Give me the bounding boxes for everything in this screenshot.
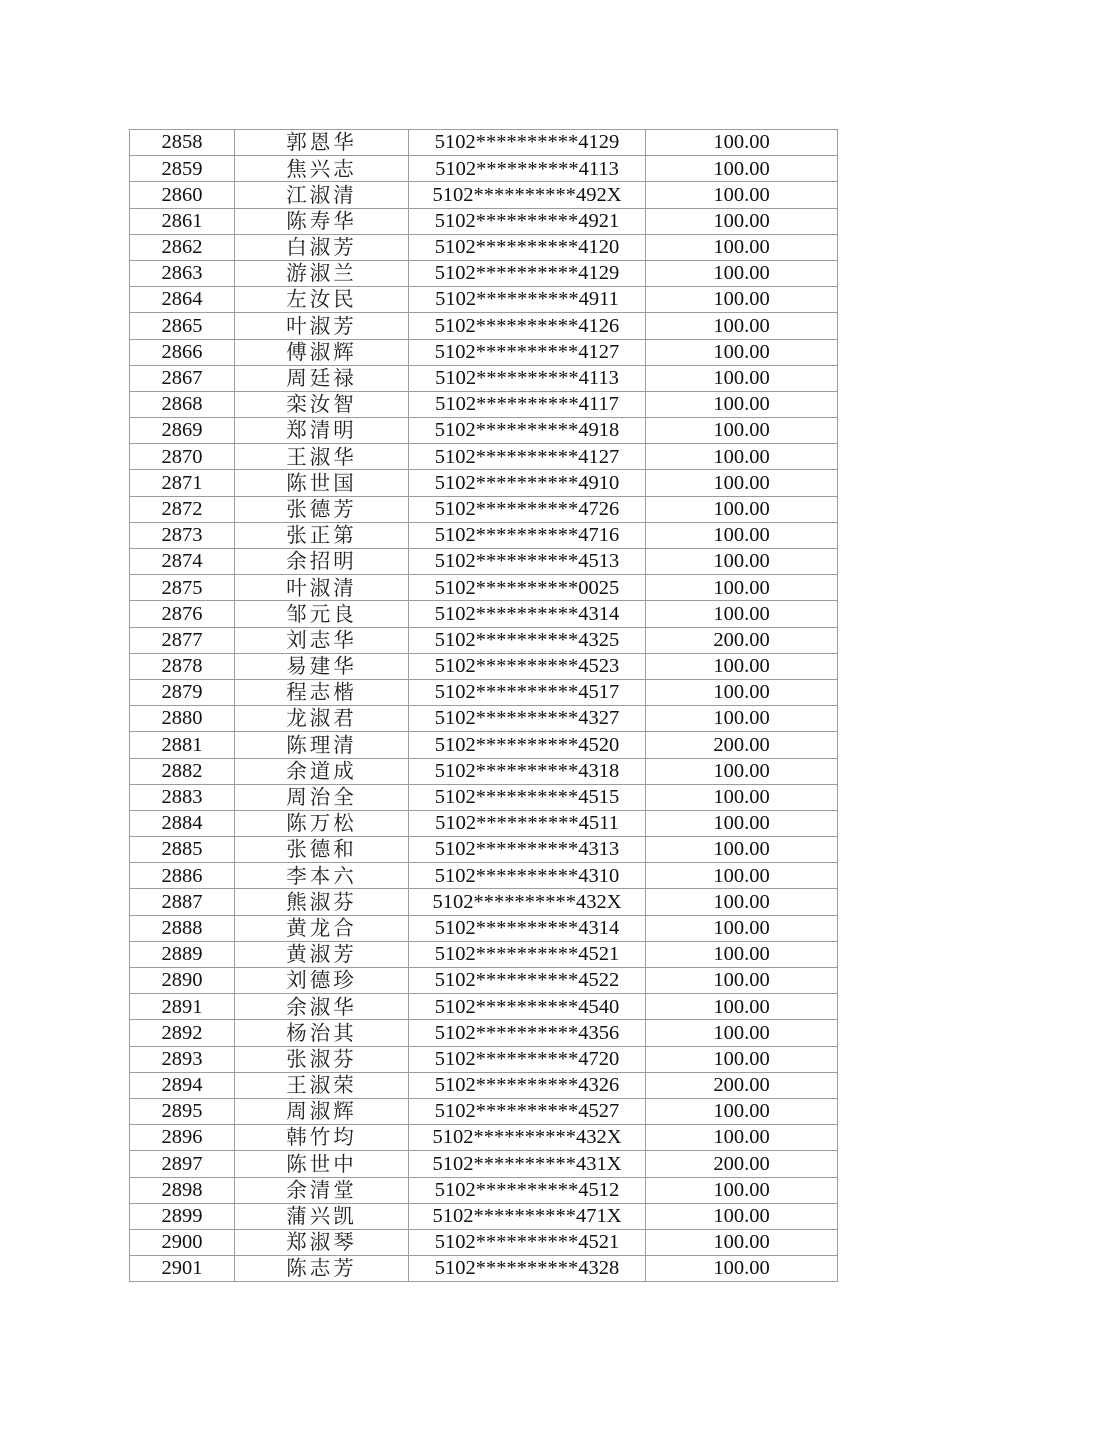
cell-sequence-number: 2875 <box>130 575 235 601</box>
table-row <box>130 968 838 994</box>
cell-person-name: 郑清明 <box>235 418 409 444</box>
cell-sequence-number: 2900 <box>130 1229 235 1255</box>
cell-id-number: 5102**********4129 <box>409 260 646 286</box>
table-row <box>130 1151 838 1177</box>
cell-amount: 100.00 <box>646 784 838 810</box>
cell-sequence-number: 2877 <box>130 627 235 653</box>
cell-sequence-number: 2888 <box>130 915 235 941</box>
cell-person-name: 张正第 <box>235 522 409 548</box>
cell-sequence-number: 2861 <box>130 208 235 234</box>
cell-person-name: 叶淑清 <box>235 575 409 601</box>
cell-id-number: 5102**********4318 <box>409 758 646 784</box>
cell-person-name: 白淑芳 <box>235 234 409 260</box>
cell-sequence-number: 2886 <box>130 863 235 889</box>
table-row <box>130 496 838 522</box>
cell-sequence-number: 2885 <box>130 837 235 863</box>
cell-sequence-number: 2871 <box>130 470 235 496</box>
cell-id-number: 5102**********471X <box>409 1203 646 1229</box>
cell-amount: 100.00 <box>646 706 838 732</box>
cell-id-number: 5102**********4310 <box>409 863 646 889</box>
cell-person-name: 江淑清 <box>235 182 409 208</box>
cell-sequence-number: 2872 <box>130 496 235 522</box>
cell-amount: 100.00 <box>646 156 838 182</box>
cell-person-name: 陈世中 <box>235 1151 409 1177</box>
cell-sequence-number: 2858 <box>130 130 235 156</box>
cell-id-number: 5102**********4120 <box>409 234 646 260</box>
cell-id-number: 5102**********4512 <box>409 1177 646 1203</box>
table-row <box>130 470 838 496</box>
table-row <box>130 653 838 679</box>
cell-person-name: 张德芳 <box>235 496 409 522</box>
cell-sequence-number: 2895 <box>130 1098 235 1124</box>
cell-amount: 100.00 <box>646 601 838 627</box>
cell-id-number: 5102**********432X <box>409 1125 646 1151</box>
cell-sequence-number: 2897 <box>130 1151 235 1177</box>
cell-amount: 100.00 <box>646 679 838 705</box>
cell-sequence-number: 2873 <box>130 522 235 548</box>
cell-sequence-number: 2889 <box>130 941 235 967</box>
cell-person-name: 李本六 <box>235 863 409 889</box>
table-row <box>130 418 838 444</box>
cell-person-name: 黄龙合 <box>235 915 409 941</box>
cell-person-name: 周廷禄 <box>235 365 409 391</box>
cell-amount: 100.00 <box>646 391 838 417</box>
cell-person-name: 王淑华 <box>235 444 409 470</box>
cell-amount: 100.00 <box>646 941 838 967</box>
cell-id-number: 5102**********4328 <box>409 1256 646 1282</box>
cell-amount: 100.00 <box>646 1098 838 1124</box>
cell-person-name: 左汝民 <box>235 287 409 313</box>
table-row <box>130 601 838 627</box>
cell-id-number: 5102**********4511 <box>409 810 646 836</box>
cell-amount: 200.00 <box>646 1072 838 1098</box>
cell-person-name: 郑淑琴 <box>235 1229 409 1255</box>
cell-person-name: 刘德珍 <box>235 968 409 994</box>
cell-person-name: 陈志芳 <box>235 1256 409 1282</box>
cell-amount: 100.00 <box>646 1125 838 1151</box>
table-row <box>130 889 838 915</box>
cell-sequence-number: 2899 <box>130 1203 235 1229</box>
table-row <box>130 313 838 339</box>
cell-person-name: 余道成 <box>235 758 409 784</box>
cell-sequence-number: 2901 <box>130 1256 235 1282</box>
cell-amount: 100.00 <box>646 549 838 575</box>
table-row <box>130 1203 838 1229</box>
cell-id-number: 5102**********4129 <box>409 130 646 156</box>
cell-person-name: 陈理清 <box>235 732 409 758</box>
cell-person-name: 韩竹均 <box>235 1125 409 1151</box>
table-row <box>130 1072 838 1098</box>
cell-amount: 100.00 <box>646 496 838 522</box>
cell-amount: 100.00 <box>646 1020 838 1046</box>
cell-id-number: 5102**********4910 <box>409 470 646 496</box>
table-row <box>130 1256 838 1282</box>
table-row <box>130 339 838 365</box>
table-row <box>130 1177 838 1203</box>
cell-amount: 100.00 <box>646 1229 838 1255</box>
cell-id-number: 5102**********4540 <box>409 994 646 1020</box>
cell-sequence-number: 2878 <box>130 653 235 679</box>
cell-id-number: 5102**********4716 <box>409 522 646 548</box>
cell-amount: 200.00 <box>646 1151 838 1177</box>
cell-person-name: 陈寿华 <box>235 208 409 234</box>
cell-id-number: 5102**********4527 <box>409 1098 646 1124</box>
cell-amount: 100.00 <box>646 234 838 260</box>
cell-person-name: 张德和 <box>235 837 409 863</box>
roster-table-body <box>130 130 838 1282</box>
table-row <box>130 1046 838 1072</box>
cell-person-name: 周淑辉 <box>235 1098 409 1124</box>
cell-person-name: 程志楷 <box>235 679 409 705</box>
cell-id-number: 5102**********4314 <box>409 915 646 941</box>
cell-sequence-number: 2892 <box>130 1020 235 1046</box>
cell-id-number: 5102**********4918 <box>409 418 646 444</box>
cell-amount: 100.00 <box>646 1046 838 1072</box>
table-row <box>130 182 838 208</box>
table-row <box>130 208 838 234</box>
table-row <box>130 863 838 889</box>
cell-amount: 100.00 <box>646 444 838 470</box>
cell-sequence-number: 2890 <box>130 968 235 994</box>
cell-sequence-number: 2879 <box>130 679 235 705</box>
cell-sequence-number: 2882 <box>130 758 235 784</box>
cell-amount: 100.00 <box>646 365 838 391</box>
cell-person-name: 杨治其 <box>235 1020 409 1046</box>
cell-sequence-number: 2891 <box>130 994 235 1020</box>
cell-amount: 100.00 <box>646 1203 838 1229</box>
cell-id-number: 5102**********4521 <box>409 941 646 967</box>
table-row <box>130 391 838 417</box>
cell-id-number: 5102**********4921 <box>409 208 646 234</box>
cell-person-name: 焦兴志 <box>235 156 409 182</box>
cell-amount: 100.00 <box>646 863 838 889</box>
cell-amount: 100.00 <box>646 260 838 286</box>
cell-person-name: 余招明 <box>235 549 409 575</box>
cell-amount: 100.00 <box>646 994 838 1020</box>
cell-sequence-number: 2865 <box>130 313 235 339</box>
cell-id-number: 5102**********4126 <box>409 313 646 339</box>
cell-amount: 100.00 <box>646 470 838 496</box>
cell-sequence-number: 2898 <box>130 1177 235 1203</box>
table-row <box>130 130 838 156</box>
cell-id-number: 5102**********4313 <box>409 837 646 863</box>
cell-sequence-number: 2862 <box>130 234 235 260</box>
table-row <box>130 837 838 863</box>
cell-sequence-number: 2881 <box>130 732 235 758</box>
cell-person-name: 蒲兴凯 <box>235 1203 409 1229</box>
table-row <box>130 1020 838 1046</box>
table-row <box>130 994 838 1020</box>
table-row <box>130 784 838 810</box>
cell-id-number: 5102**********4117 <box>409 391 646 417</box>
cell-amount: 100.00 <box>646 810 838 836</box>
cell-person-name: 郭恩华 <box>235 130 409 156</box>
cell-amount: 100.00 <box>646 418 838 444</box>
cell-person-name: 熊淑芬 <box>235 889 409 915</box>
cell-id-number: 5102**********4517 <box>409 679 646 705</box>
table-row <box>130 575 838 601</box>
cell-id-number: 5102**********432X <box>409 889 646 915</box>
cell-amount: 200.00 <box>646 627 838 653</box>
cell-sequence-number: 2867 <box>130 365 235 391</box>
cell-amount: 100.00 <box>646 130 838 156</box>
cell-person-name: 邹元良 <box>235 601 409 627</box>
cell-sequence-number: 2866 <box>130 339 235 365</box>
cell-id-number: 5102**********4326 <box>409 1072 646 1098</box>
cell-sequence-number: 2859 <box>130 156 235 182</box>
cell-person-name: 余淑华 <box>235 994 409 1020</box>
table-row <box>130 627 838 653</box>
cell-id-number: 5102**********4522 <box>409 968 646 994</box>
cell-amount: 100.00 <box>646 758 838 784</box>
cell-id-number: 5102**********4356 <box>409 1020 646 1046</box>
cell-sequence-number: 2880 <box>130 706 235 732</box>
cell-id-number: 5102**********4314 <box>409 601 646 627</box>
cell-amount: 100.00 <box>646 287 838 313</box>
cell-person-name: 栾汝智 <box>235 391 409 417</box>
cell-amount: 100.00 <box>646 182 838 208</box>
cell-id-number: 5102**********0025 <box>409 575 646 601</box>
cell-person-name: 张淑芬 <box>235 1046 409 1072</box>
cell-sequence-number: 2876 <box>130 601 235 627</box>
cell-sequence-number: 2863 <box>130 260 235 286</box>
table-row <box>130 732 838 758</box>
table-row <box>130 234 838 260</box>
cell-amount: 100.00 <box>646 339 838 365</box>
cell-id-number: 5102**********4726 <box>409 496 646 522</box>
cell-person-name: 陈世国 <box>235 470 409 496</box>
cell-amount: 100.00 <box>646 837 838 863</box>
table-row <box>130 1229 838 1255</box>
cell-sequence-number: 2887 <box>130 889 235 915</box>
cell-id-number: 5102**********4513 <box>409 549 646 575</box>
cell-id-number: 5102**********4113 <box>409 365 646 391</box>
cell-amount: 100.00 <box>646 889 838 915</box>
cell-id-number: 5102**********4325 <box>409 627 646 653</box>
cell-id-number: 5102**********431X <box>409 1151 646 1177</box>
table-row <box>130 522 838 548</box>
cell-person-name: 叶淑芳 <box>235 313 409 339</box>
cell-amount: 100.00 <box>646 653 838 679</box>
table-row <box>130 810 838 836</box>
cell-id-number: 5102**********4515 <box>409 784 646 810</box>
cell-sequence-number: 2896 <box>130 1125 235 1151</box>
cell-id-number: 5102**********4523 <box>409 653 646 679</box>
table-row <box>130 444 838 470</box>
table-row <box>130 260 838 286</box>
cell-amount: 100.00 <box>646 1177 838 1203</box>
table-row <box>130 679 838 705</box>
cell-sequence-number: 2864 <box>130 287 235 313</box>
cell-id-number: 5102**********4911 <box>409 287 646 313</box>
cell-person-name: 余清堂 <box>235 1177 409 1203</box>
cell-sequence-number: 2868 <box>130 391 235 417</box>
cell-person-name: 游淑兰 <box>235 260 409 286</box>
cell-amount: 200.00 <box>646 732 838 758</box>
cell-amount: 100.00 <box>646 313 838 339</box>
cell-amount: 100.00 <box>646 575 838 601</box>
cell-sequence-number: 2874 <box>130 549 235 575</box>
cell-person-name: 黄淑芳 <box>235 941 409 967</box>
cell-person-name: 陈万松 <box>235 810 409 836</box>
cell-amount: 100.00 <box>646 968 838 994</box>
table-row <box>130 365 838 391</box>
roster-table <box>129 129 838 1282</box>
table-row <box>130 287 838 313</box>
cell-id-number: 5102**********4520 <box>409 732 646 758</box>
cell-sequence-number: 2869 <box>130 418 235 444</box>
cell-id-number: 5102**********4720 <box>409 1046 646 1072</box>
cell-amount: 100.00 <box>646 1256 838 1282</box>
cell-id-number: 5102**********492X <box>409 182 646 208</box>
table-row <box>130 156 838 182</box>
cell-id-number: 5102**********4127 <box>409 444 646 470</box>
cell-id-number: 5102**********4113 <box>409 156 646 182</box>
cell-person-name: 龙淑君 <box>235 706 409 732</box>
cell-sequence-number: 2860 <box>130 182 235 208</box>
table-row <box>130 1098 838 1124</box>
cell-id-number: 5102**********4127 <box>409 339 646 365</box>
cell-id-number: 5102**********4327 <box>409 706 646 732</box>
cell-amount: 100.00 <box>646 208 838 234</box>
cell-person-name: 刘志华 <box>235 627 409 653</box>
cell-sequence-number: 2894 <box>130 1072 235 1098</box>
cell-id-number: 5102**********4521 <box>409 1229 646 1255</box>
cell-amount: 100.00 <box>646 522 838 548</box>
table-row <box>130 758 838 784</box>
cell-sequence-number: 2893 <box>130 1046 235 1072</box>
table-row <box>130 1125 838 1151</box>
cell-sequence-number: 2884 <box>130 810 235 836</box>
table-row <box>130 915 838 941</box>
table-row <box>130 549 838 575</box>
cell-person-name: 周治全 <box>235 784 409 810</box>
cell-sequence-number: 2883 <box>130 784 235 810</box>
cell-person-name: 傅淑辉 <box>235 339 409 365</box>
cell-person-name: 易建华 <box>235 653 409 679</box>
cell-sequence-number: 2870 <box>130 444 235 470</box>
table-row <box>130 706 838 732</box>
cell-amount: 100.00 <box>646 915 838 941</box>
table-row <box>130 941 838 967</box>
cell-person-name: 王淑荣 <box>235 1072 409 1098</box>
